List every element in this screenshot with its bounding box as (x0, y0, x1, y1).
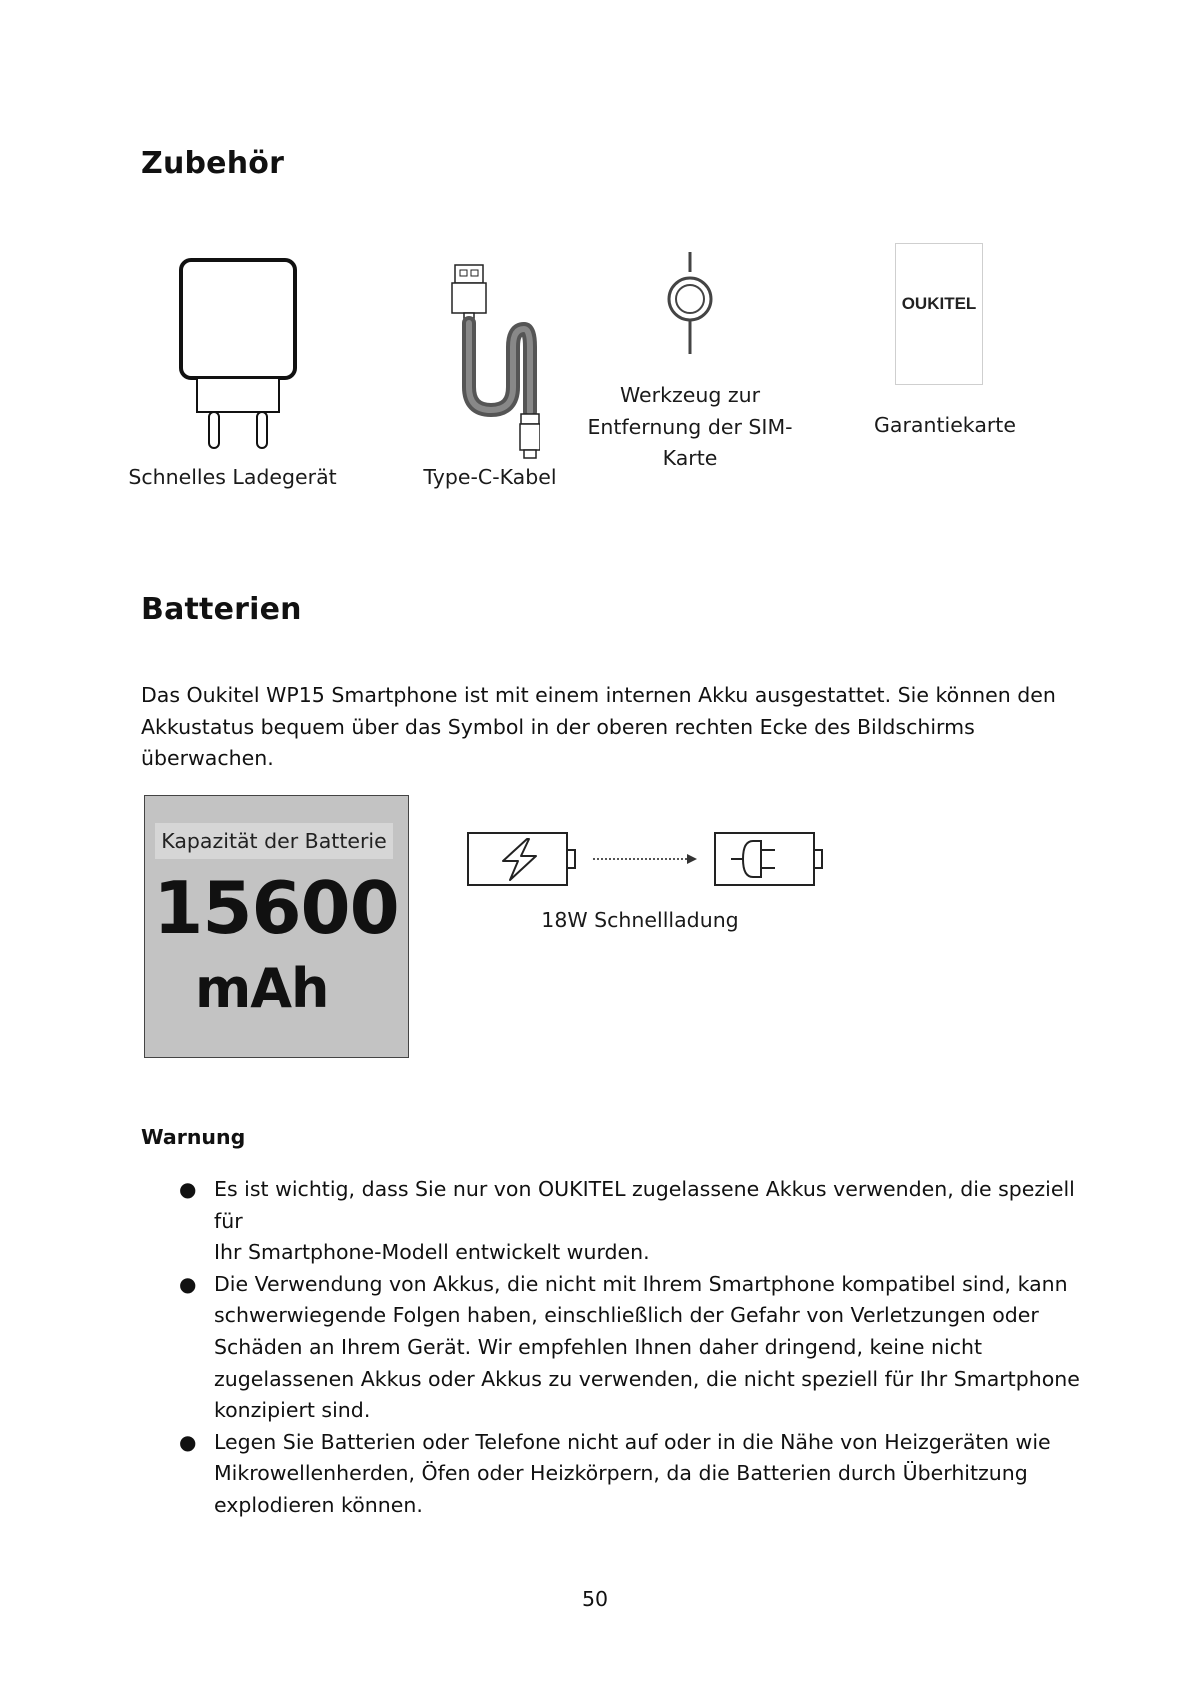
battery-capacity-value: 15600 (153, 866, 399, 950)
warning-list (179, 1174, 1094, 1522)
charger-caption: Schnelles Ladegerät (128, 465, 337, 489)
battery-charging-icon (468, 833, 575, 885)
list-item-line: schwerwiegende Folgen haben, einschließlich der Gefahr von Verletzungen oder (214, 1303, 1039, 1328)
bullet-icon: ● (179, 1429, 197, 1454)
list-item-line: zugelassenen Akkus oder Akkus zu verwenden, die nicht speziell für Ihr Smartphone (214, 1366, 1080, 1391)
warning-heading: Warnung (141, 1125, 246, 1149)
warranty-card-icon (895, 243, 983, 385)
batteries-heading: Batterien (141, 592, 302, 627)
sim-tool-caption-line: Werkzeug zur (619, 383, 761, 407)
sim-tool-caption (580, 380, 800, 475)
list-item-line: Legen Sie Batterien oder Telefone nicht auf oder in die Nähe von Heizgeräten wie (214, 1429, 1051, 1454)
usb-cable-caption: Type-C-Kabel (423, 465, 557, 489)
usb-cable-icon (440, 262, 540, 462)
battery-plug-icon (715, 833, 822, 885)
list-item-line: Ihr Smartphone-Modell entwickelt wurden. (214, 1240, 650, 1265)
dotted-arrow-icon (593, 854, 697, 864)
batteries-intro-line: Das Oukitel WP15 Smartphone ist mit einem internen Akku ausgestattet. Sie können den (141, 683, 1056, 707)
battery-capacity-box (144, 795, 409, 1058)
list-item-line: Es ist wichtig, dass Sie nur von OUKITEL zugelassene Akkus verwenden, die speziell für (214, 1177, 1075, 1233)
batteries-intro-line: überwachen. (141, 746, 274, 770)
list-item (179, 1174, 1094, 1269)
warranty-card-caption: Garantiekarte (874, 413, 1016, 437)
list-item-line: Schäden an Ihrem Gerät. Wir empfehlen Ihnen daher dringend, keine nicht (214, 1334, 983, 1359)
battery-capacity-label: Kapazität der Batterie (155, 823, 393, 859)
sim-tool-caption-line: Karte (662, 446, 718, 470)
list-item (179, 1269, 1094, 1427)
page-number: 50 (581, 1587, 609, 1611)
warranty-card-brand: OUKITEL (901, 294, 977, 313)
list-item-line: Die Verwendung von Akkus, die nicht mit Ihrem Smartphone kompatibel sind, kann (214, 1271, 1068, 1296)
batteries-intro (141, 680, 1061, 775)
list-item (179, 1427, 1094, 1522)
accessories-heading: Zubehör (141, 146, 285, 181)
batteries-intro-line: Akkustatus bequem über das Symbol in der oberen rechten Ecke des Bildschirms (141, 714, 975, 739)
fast-charging-diagram (465, 828, 830, 890)
list-item-line: explodieren können. (214, 1492, 423, 1517)
sim-eject-tool-icon (660, 250, 720, 360)
list-item-line: konzipiert sind. (214, 1398, 371, 1423)
fast-charging-caption: 18W Schnellladung (541, 908, 739, 932)
battery-capacity-unit: mAh (195, 957, 329, 1020)
bullet-icon: ● (179, 1271, 197, 1296)
charger-icon (175, 255, 305, 455)
sim-tool-caption-line: Entfernung der SIM- (587, 414, 793, 439)
bullet-icon: ● (179, 1177, 197, 1201)
list-item-line: Mikrowellenherden, Öfen oder Heizkörpern, da die Batterien durch Überhitzung (214, 1461, 1028, 1486)
